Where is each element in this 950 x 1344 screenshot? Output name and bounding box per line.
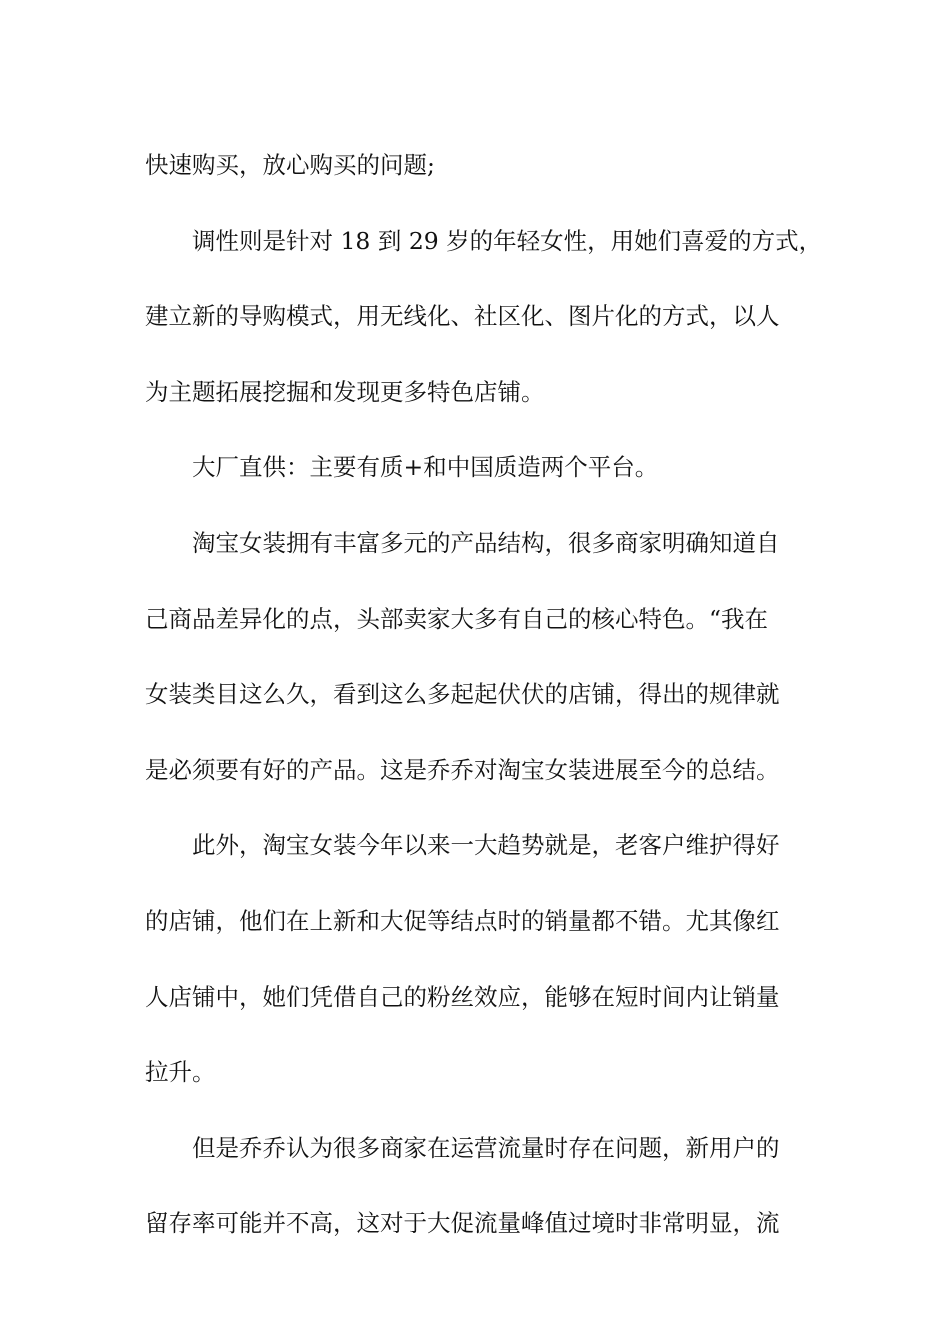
text-line: 留存率可能并不高，这对于大促流量峰值过境时非常明显，流 <box>145 1209 780 1238</box>
paragraph-direct-supply <box>145 430 807 506</box>
text-line: 此外，淘宝女装今年以来一大趋势就是，老客户维护得好 <box>192 831 780 860</box>
text-line: 拉升。 <box>145 1058 216 1087</box>
text-line: 快速购买，放心购买的问题; <box>145 151 435 179</box>
text-line: 人店铺中，她们凭借自己的粉丝效应，能够在短时间内让销量 <box>145 982 780 1011</box>
text-line: 为主题拓展挖掘和发现更多特色店铺。 <box>145 377 545 406</box>
paragraph-trend <box>145 808 807 1110</box>
text-line: 己商品差异化的点，头部卖家大多有自己的核心特色。“我在 <box>145 604 769 633</box>
body-text <box>145 128 823 1262</box>
text-line: 大厂直供：主要有质+和中国质造两个平台。 <box>192 453 659 482</box>
text-line: 淘宝女装拥有丰富多元的产品结构，很多商家明确知道自 <box>192 528 780 557</box>
paragraph-traffic <box>145 1111 807 1262</box>
text-line: 建立新的导购模式，用无线化、社区化、图片化的方式，以人 <box>145 302 780 331</box>
text-line: 但是乔乔认为很多商家在运营流量时存在问题，新用户的 <box>192 1133 780 1162</box>
text-line: 的店铺，他们在上新和大促等结点时的销量都不错。尤其像红 <box>145 906 780 935</box>
paragraph-product-structure <box>145 506 807 808</box>
paragraph-tone <box>145 204 823 431</box>
text-line: 调性则是针对 18 到 29 岁的年轻女性，用她们喜爱的方式， <box>192 226 823 255</box>
text-line: 是必须要有好的产品。这是乔乔对淘宝女装进展至今的总结。 <box>145 755 780 784</box>
paragraph-continuation <box>145 128 807 204</box>
text-line: 女装类目这么久，看到这么多起起伏伏的店铺，得出的规律就 <box>145 680 780 709</box>
